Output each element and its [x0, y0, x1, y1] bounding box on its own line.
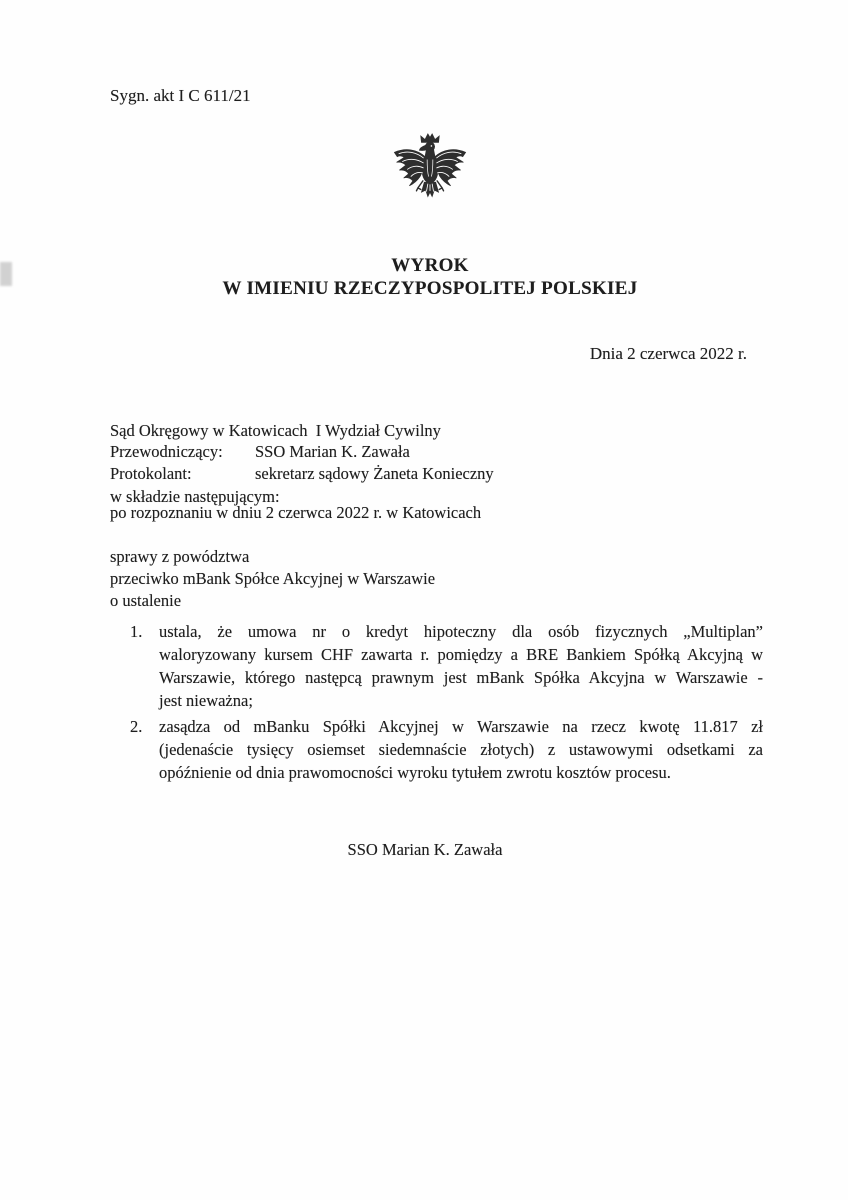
- case-number: Sygn. akt I C 611/21: [110, 86, 251, 105]
- ruling-item-2-number: 2.: [130, 717, 143, 736]
- ruling-item-1-text: [159, 620, 763, 712]
- case-defendant-line: przeciwko mBank Spółce Akcyjnej w Warszawie: [110, 569, 436, 588]
- clerk-label: Protokolant:: [110, 464, 192, 483]
- case-description: [110, 546, 435, 612]
- ruling-2-line-1: zasądza od mBanku Spółki Akcyjnej w Warszawie na rzecz kwotę 11.817 zł: [159, 717, 763, 736]
- panel-row-presiding: [110, 441, 494, 463]
- ruling-item-1: [130, 620, 763, 712]
- polish-eagle-emblem: [387, 131, 473, 225]
- hearing-line: po rozpoznaniu w dniu 2 czerwca 2022 r. w Katowicach: [110, 503, 482, 522]
- court-name: Sąd Okręgowy w Katowicach I Wydział Cywilny: [110, 421, 441, 440]
- ruling-2-line-3: opóźnienie od dnia prawomocności wyroku tytułem zwrotu kosztów procesu.: [159, 763, 671, 782]
- presiding-judge-value: SSO Marian K. Zawała: [255, 442, 410, 461]
- panel-composition: [110, 441, 494, 485]
- court-composition-intro: w składzie następującym:: [110, 487, 280, 506]
- panel-row-clerk: [110, 463, 494, 485]
- ruling-item-1-number: 1.: [130, 622, 143, 641]
- clerk-value: sekretarz sądowy Żaneta Konieczny: [255, 464, 494, 483]
- judgment-date: Dnia 2 czerwca 2022 r.: [589, 344, 747, 363]
- ruling-1-line-3: Warszawie, którego następcą prawnym jest mBank Spółka Akcyjna w Warszawie -: [159, 668, 763, 687]
- judgment-title: [0, 255, 848, 300]
- eagle-icon: [387, 131, 473, 225]
- ruling-2-line-2: (jedenaście tysięcy osiemset siedemnaście złotych) z ustawowymi odsetkami za: [159, 740, 763, 759]
- ruling-item-2: [130, 715, 763, 784]
- judgment-title-line2: W IMIENIU RZECZYPOSPOLITEJ POLSKIEJ: [222, 277, 638, 299]
- judge-signature: SSO Marian K. Zawała: [347, 840, 503, 859]
- case-claim-line: sprawy z powództwa: [110, 547, 250, 566]
- ruling-1-line-1: ustala, że umowa nr o kredyt hipoteczny dla osób fizycznych „Multiplan”: [159, 622, 763, 641]
- ruling-item-2-text: [159, 715, 763, 784]
- ruling-1-line-4: jest nieważna;: [159, 691, 253, 710]
- ruling-list: [130, 620, 763, 784]
- ruling-1-line-2: waloryzowany kursem CHF zawarta r. pomiędzy a BRE Bankiem Spółką Akcyjną w: [159, 645, 763, 664]
- judgment-title-line1: WYROK: [391, 255, 469, 276]
- case-subject-line: o ustalenie: [110, 591, 182, 610]
- presiding-judge-label: Przewodniczący:: [110, 442, 223, 461]
